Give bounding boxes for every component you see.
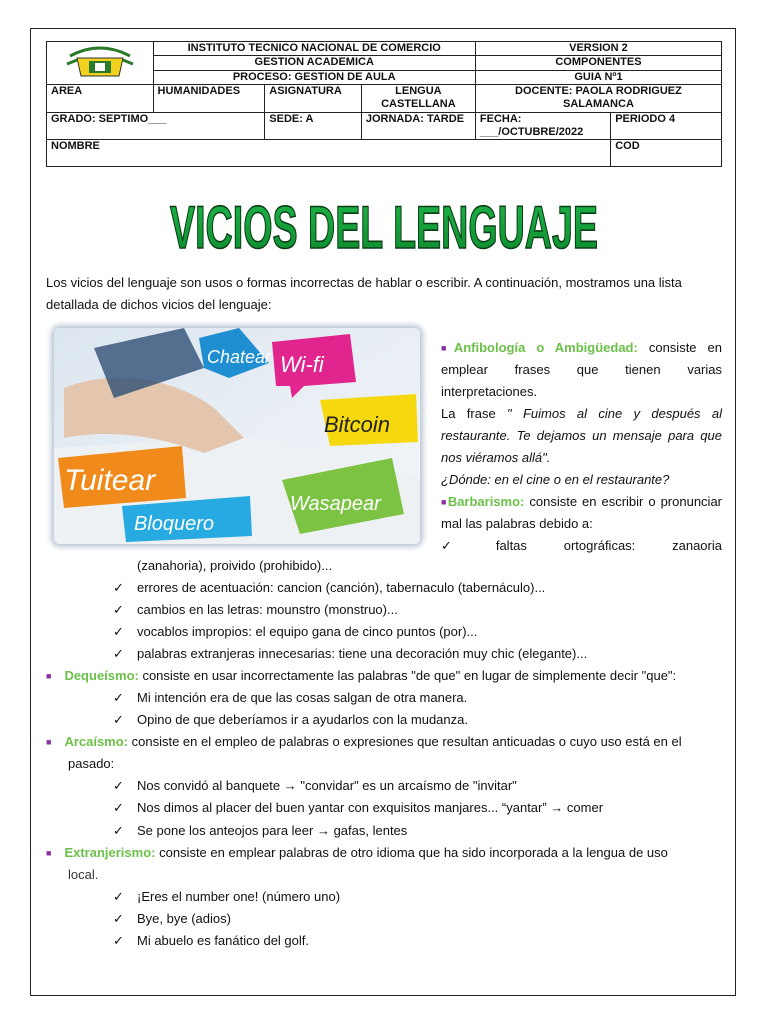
arcaismo-block xyxy=(46,731,682,753)
extranjerismo-def-cont: local. xyxy=(68,867,99,882)
check-icon: ✓ xyxy=(113,911,124,926)
example-lead: La frase xyxy=(441,406,508,421)
gestion: GESTION ACADEMICA xyxy=(153,56,475,70)
check-icon: ✓ xyxy=(113,690,124,705)
anfibologia-block xyxy=(441,337,722,403)
item-text: Bye, bye (adios) xyxy=(137,911,231,926)
vocabulary-image xyxy=(54,328,420,544)
barbarismo-item-1b: (zanahoria), proivido (prohibido)... xyxy=(137,558,333,573)
extranjerismo-block xyxy=(46,842,668,864)
item-text: vocablos impropios: el equipo gana de cinco puntos (por)... xyxy=(137,624,478,639)
list-item xyxy=(113,886,340,908)
list-item xyxy=(113,599,398,621)
list-item xyxy=(113,820,407,842)
list-item xyxy=(113,577,545,599)
check-icon: ✓ xyxy=(441,538,452,553)
school-logo xyxy=(47,42,154,85)
item-text: ¡Eres el number one! (número uno) xyxy=(137,889,341,904)
square-bullet-icon: ■ xyxy=(441,497,448,507)
grado: GRADO: SEPTIMO___ xyxy=(47,113,265,140)
nombre-field[interactable]: NOMBRE xyxy=(47,140,611,167)
school-crest-icon xyxy=(65,42,135,80)
check-icon: ✓ xyxy=(113,889,124,904)
check-icon: ✓ xyxy=(113,712,124,727)
list-item xyxy=(113,687,467,709)
word-wasapear: Wasapear xyxy=(290,493,381,515)
check-icon: ✓ xyxy=(113,624,124,639)
arcaismo-term: Arcaísmo: xyxy=(64,734,129,749)
area-label: AREA xyxy=(47,85,154,113)
list-item xyxy=(113,709,468,731)
dequeismo-term: Dequeísmo: xyxy=(64,668,139,683)
intro-paragraph: Los vicios del lenguaje son usos o formas incorrectas de hablar o escribir. A continuación, mostramos una lista detallada de dichos vicios del lenguaje: xyxy=(46,275,682,312)
arcaismo-def: consiste en el empleo de palabras o expresiones que resultan anticuadas o cuyo uso está en el xyxy=(128,734,682,749)
sede: SEDE: A xyxy=(265,113,362,140)
anfibologia-example xyxy=(441,403,722,469)
area-value: HUMANIDADES xyxy=(153,85,265,113)
check-icon: ✓ xyxy=(113,602,124,617)
extranjerismo-term: Extranjerismo: xyxy=(64,845,156,860)
check-icon: ✓ xyxy=(113,646,124,661)
question-text: ¿Dónde: en el cine o en el restaurante? xyxy=(441,472,670,487)
fecha xyxy=(475,113,610,140)
item-text: Opino de que deberíamos ir a ayudarlos con la mudanza. xyxy=(137,712,468,727)
item-text: faltas ortográficas: zanaoria xyxy=(495,538,722,553)
square-bullet-icon: ■ xyxy=(46,848,52,858)
word-bitcoin: Bitcoin xyxy=(324,412,391,437)
asignatura-value: LENGUA CASTELLANA xyxy=(361,85,475,113)
guia: GUIA Nº1 xyxy=(475,70,721,84)
asignatura-label: ASIGNATURA xyxy=(265,85,362,113)
item-text: errores de acentuación: cancion (canción), tabernaculo (tabernáculo)... xyxy=(137,580,546,595)
list-item xyxy=(113,775,517,797)
word-wifi: Wi-fi xyxy=(280,352,324,377)
version: VERSION 2 xyxy=(475,42,721,56)
word-chatear: Chatear xyxy=(207,347,272,367)
institute-name: INSTITUTO TECNICO NACIONAL DE COMERCIO xyxy=(153,42,475,56)
word-tuitear: Tuitear xyxy=(64,464,156,497)
title-text: VICIOS DEL LENGUAJE xyxy=(170,194,598,258)
item-text: Mi intención era de que las cosas salgan de otra manera. xyxy=(137,690,468,705)
anfibologia-question xyxy=(441,469,722,491)
barbarismo-item-1a xyxy=(441,535,722,557)
item-text: Mi abuelo es fanático del golf. xyxy=(137,933,309,948)
word-bloquero: Bloquero xyxy=(134,513,215,535)
list-item xyxy=(113,908,231,930)
cod-field[interactable]: COD xyxy=(611,140,722,167)
item-text: cambios en las letras: mounstro (monstruo)... xyxy=(137,602,398,617)
list-item xyxy=(113,797,603,819)
barbarismo-block xyxy=(441,491,722,535)
dequeismo-def: consiste en usar incorrectamente las palabras "de que" en lugar de simplemente decir "que": xyxy=(138,668,677,683)
item-text: Se pone los anteojos para leer → gafas, lentes xyxy=(137,823,408,838)
anfibologia-def: consiste en emplear frases que tienen varias interpretaciones. xyxy=(441,340,722,399)
page-title xyxy=(0,174,768,263)
square-bullet-icon: ■ xyxy=(441,343,454,353)
periodo: PERIODO 4 xyxy=(611,113,722,140)
list-item xyxy=(113,930,309,952)
proceso: PROCESO: GESTION DE AULA xyxy=(153,70,475,84)
item-text: Nos convidó al banquete → "convidar" es un arcaísmo de "invitar" xyxy=(137,778,517,793)
check-icon: ✓ xyxy=(113,778,124,793)
right-column xyxy=(441,337,722,557)
fecha-value: ___/OCTUBRE/2022 xyxy=(479,126,584,138)
check-icon: ✓ xyxy=(113,580,124,595)
fecha-label: FECHA: xyxy=(479,113,522,125)
check-icon: ✓ xyxy=(113,933,124,948)
dequeismo-block xyxy=(46,665,676,687)
square-bullet-icon: ■ xyxy=(46,671,52,681)
componentes: COMPONENTES xyxy=(475,56,721,70)
anfibologia-term: Anfibología o Ambigüedad: xyxy=(453,340,638,355)
example-text: " Fuimos al cine y después al restaurante. Te dejamos un mensaje para que nos viéramos allá". xyxy=(441,406,722,465)
square-bullet-icon: ■ xyxy=(46,737,52,747)
barbarismo-def: consiste en escribir o pronunciar mal las palabras debido a: xyxy=(441,494,722,531)
extranjerismo-def: consiste en emplear palabras de otro idioma que ha sido incorporada a la lengua de uso xyxy=(155,845,668,860)
check-icon: ✓ xyxy=(113,800,124,815)
check-icon: ✓ xyxy=(113,823,124,838)
jornada: JORNADA: TARDE xyxy=(361,113,475,140)
item-text: palabras extranjeras innecesarias: tiene una decoración muy chic (elegante)... xyxy=(137,646,588,661)
docente: DOCENTE: PAOLA RODRIGUEZ SALAMANCA xyxy=(475,85,721,113)
list-item xyxy=(113,643,587,665)
arcaismo-def-cont: pasado: xyxy=(68,756,115,771)
item-text: Nos dimos al placer del buen yantar con exquisitos manjares... “yantar” → comer xyxy=(137,800,604,815)
list-item xyxy=(113,621,477,643)
header-table xyxy=(46,41,722,167)
barbarismo-term: Barbarismo: xyxy=(447,494,525,509)
